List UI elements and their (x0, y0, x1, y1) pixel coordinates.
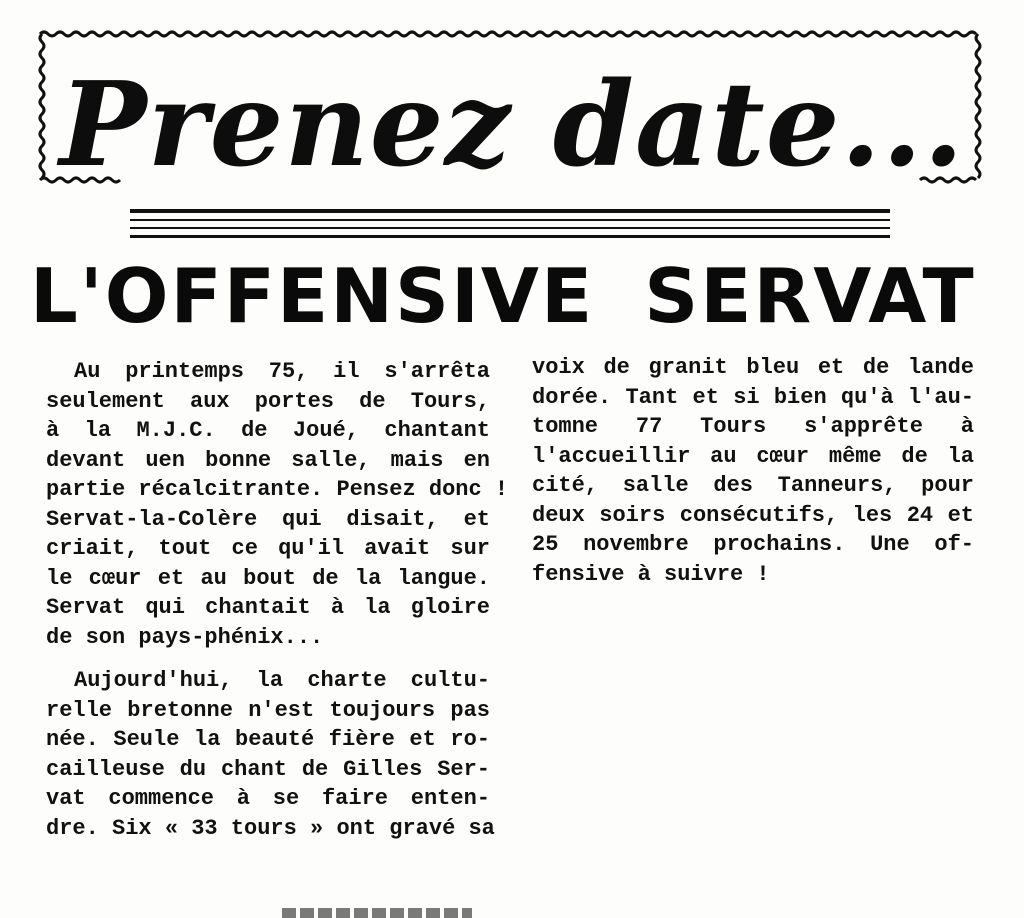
text-line: Servat-la-Colère qui disait, et (46, 506, 490, 532)
paragraph-3 (532, 353, 974, 589)
article-column-left (46, 357, 509, 843)
rule-thick (130, 209, 890, 213)
text-line: le cœur et au bout de la langue. (46, 565, 490, 591)
section-kicker: Prenez date... (59, 57, 965, 193)
rule-thin-3 (130, 235, 890, 238)
text-line: partie récalcitrante. Pensez donc ! (46, 477, 509, 502)
text-line: de son pays-phénix... (46, 624, 324, 650)
text-line: devant uen bonne salle, mais en (46, 447, 490, 473)
article-headline: L'OFFENSIVE SERVAT (30, 252, 976, 340)
text-line: criait, tout ce qu'il avait sur (46, 536, 490, 561)
text-line: vat commence à se faire enten- (46, 786, 490, 811)
article-column-right (532, 353, 974, 589)
text-line: née. Seule la beauté fière et ro- (46, 727, 490, 752)
text-line: dre. Six « 33 tours » ont gravé sa (46, 815, 495, 841)
rule-thin-1 (130, 219, 890, 221)
text-line: voix de granit bleu et de lande (532, 355, 974, 380)
paragraph-2 (46, 666, 495, 843)
header-rules (130, 205, 890, 245)
text-line: Au printemps 75, il s'arrêta (74, 359, 490, 384)
text-line: dorée. Tant et si bien qu'à l'au- (532, 384, 974, 410)
text-line: Aujourd'hui, la charte cultu- (74, 668, 490, 693)
text-line: deux soirs consécutifs, les 24 et (532, 502, 974, 528)
cut-off-text-fragment (282, 908, 472, 918)
text-line: relle bretonne n'est toujours pas (46, 697, 490, 723)
text-line: à la M.J.C. de Joué, chantant (46, 418, 490, 443)
text-line: tomne 77 Tours s'apprête à (532, 414, 974, 439)
text-line: 25 novembre prochains. Une of- (532, 532, 974, 557)
text-line: cailleuse du chant de Gilles Ser- (46, 756, 490, 782)
paragraph-1 (46, 357, 509, 652)
rule-thin-2 (130, 227, 890, 229)
text-line: l'accueillir au cœur même de la (532, 443, 974, 469)
text-line: fensive à suivre ! (532, 561, 770, 587)
text-line: cité, salle des Tanneurs, pour (532, 473, 974, 498)
text-line: Servat qui chantait à la gloire (46, 595, 490, 620)
text-line: seulement aux portes de Tours, (46, 388, 490, 414)
